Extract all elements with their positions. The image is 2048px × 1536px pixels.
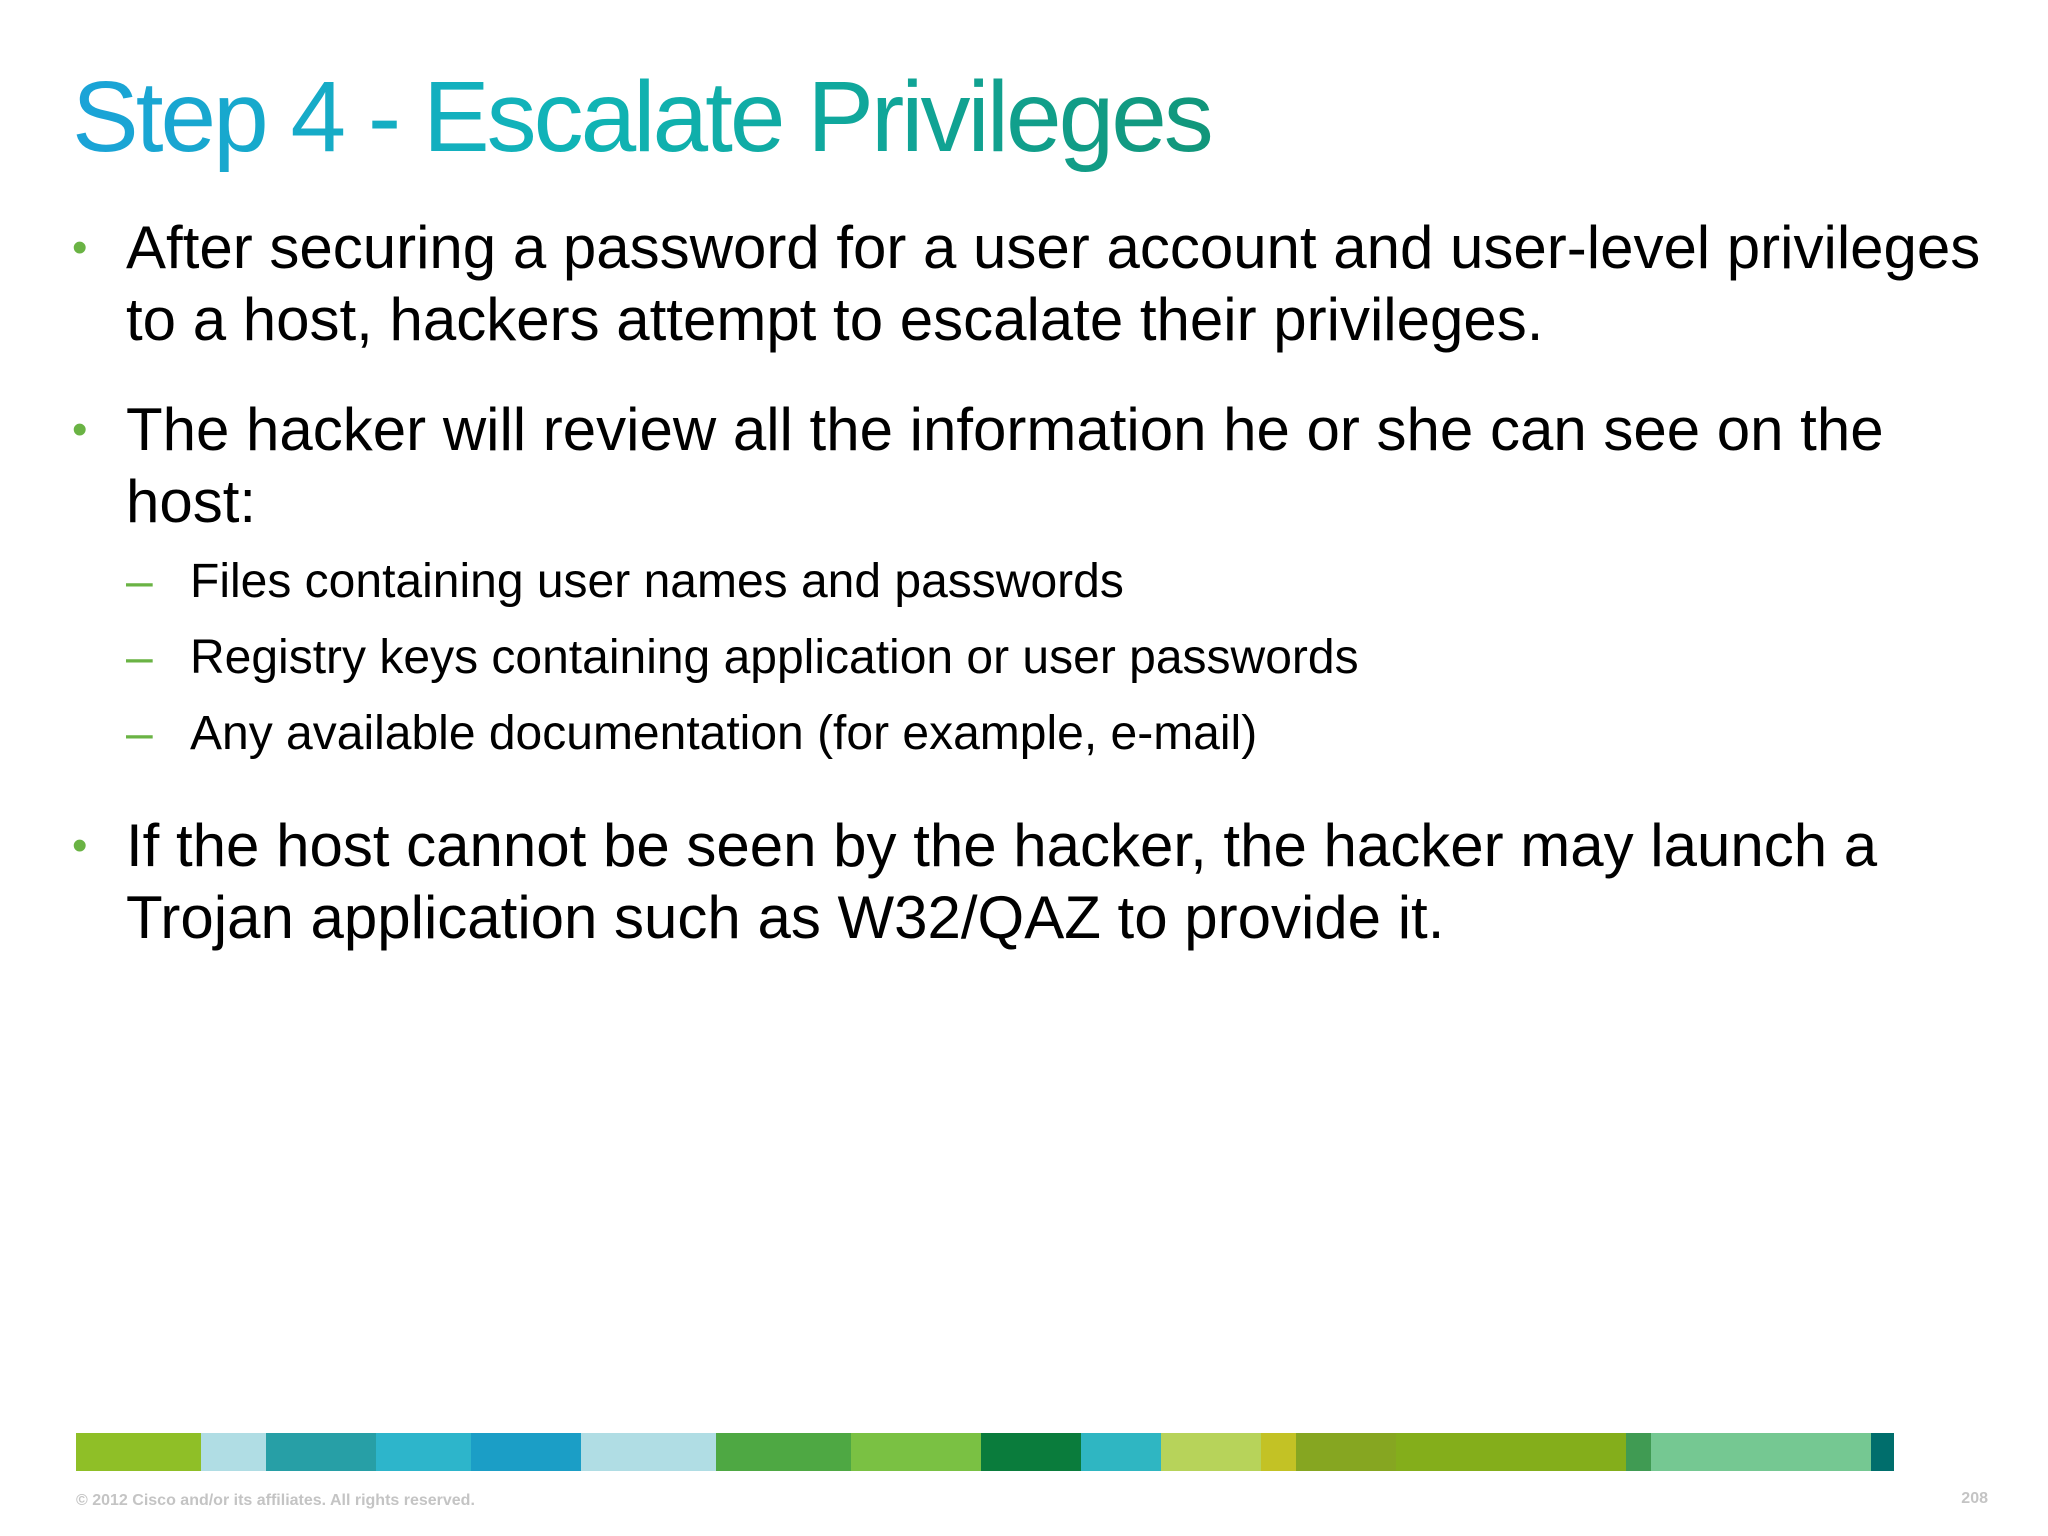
color-bar-segment [1396, 1433, 1626, 1471]
color-bar-segment [1081, 1433, 1161, 1471]
color-bar-segment [981, 1433, 1081, 1471]
color-bar-segment [716, 1433, 851, 1471]
bullet-text: The hacker will review all the information he or she can see on the host: [126, 396, 1884, 535]
color-bar-segment [1161, 1433, 1261, 1471]
sub-bullet-item [72, 620, 2012, 696]
sub-bullet-text: Files containing user names and passwords [190, 555, 1124, 608]
dash-icon: – [126, 555, 153, 608]
bullet-dot-icon: • [72, 821, 88, 870]
bullet-item [72, 394, 2012, 538]
slide-content [72, 212, 2012, 992]
bullet-dot-icon: • [72, 405, 88, 454]
dash-icon: – [126, 707, 153, 760]
color-bar-segment [1261, 1433, 1296, 1471]
color-bar-segment [1871, 1433, 1894, 1471]
decorative-color-bar [76, 1433, 1984, 1471]
copyright-text: © 2012 Cisco and/or its affiliates. All rights reserved. [76, 1492, 475, 1509]
color-bar-segment [1626, 1433, 1651, 1471]
dash-icon: – [126, 631, 153, 684]
bullet-text: If the host cannot be seen by the hacker, the hacker may launch a Trojan application such as W32/QAZ to provide it. [126, 812, 1878, 951]
color-bar-segment [201, 1433, 266, 1471]
page-number: 208 [1961, 1490, 1988, 1507]
color-bar-segment [581, 1433, 716, 1471]
color-bar-segment [376, 1433, 471, 1471]
color-bar-segment [1651, 1433, 1871, 1471]
color-bar-segment [76, 1433, 201, 1471]
bullet-text: After securing a password for a user account and user-level privileges to a host, hackers attempt to escalate their privileges. [126, 214, 1981, 353]
color-bar-segment [851, 1433, 981, 1471]
bullet-item [72, 810, 2012, 954]
sub-bullet-text: Registry keys containing application or user passwords [190, 631, 1359, 684]
sub-bullet-list [72, 544, 2012, 772]
color-bar-segment [266, 1433, 376, 1471]
color-bar-segment [471, 1433, 581, 1471]
sub-bullet-item [72, 696, 2012, 772]
sub-bullet-text: Any available documentation (for example, e-mail) [190, 707, 1258, 760]
bullet-item [72, 212, 2012, 356]
color-bar-segment [1296, 1433, 1396, 1471]
bullet-dot-icon: • [72, 223, 88, 272]
sub-bullet-item [72, 544, 2012, 620]
slide-title: Step 4 - Escalate Privileges [72, 61, 1211, 173]
